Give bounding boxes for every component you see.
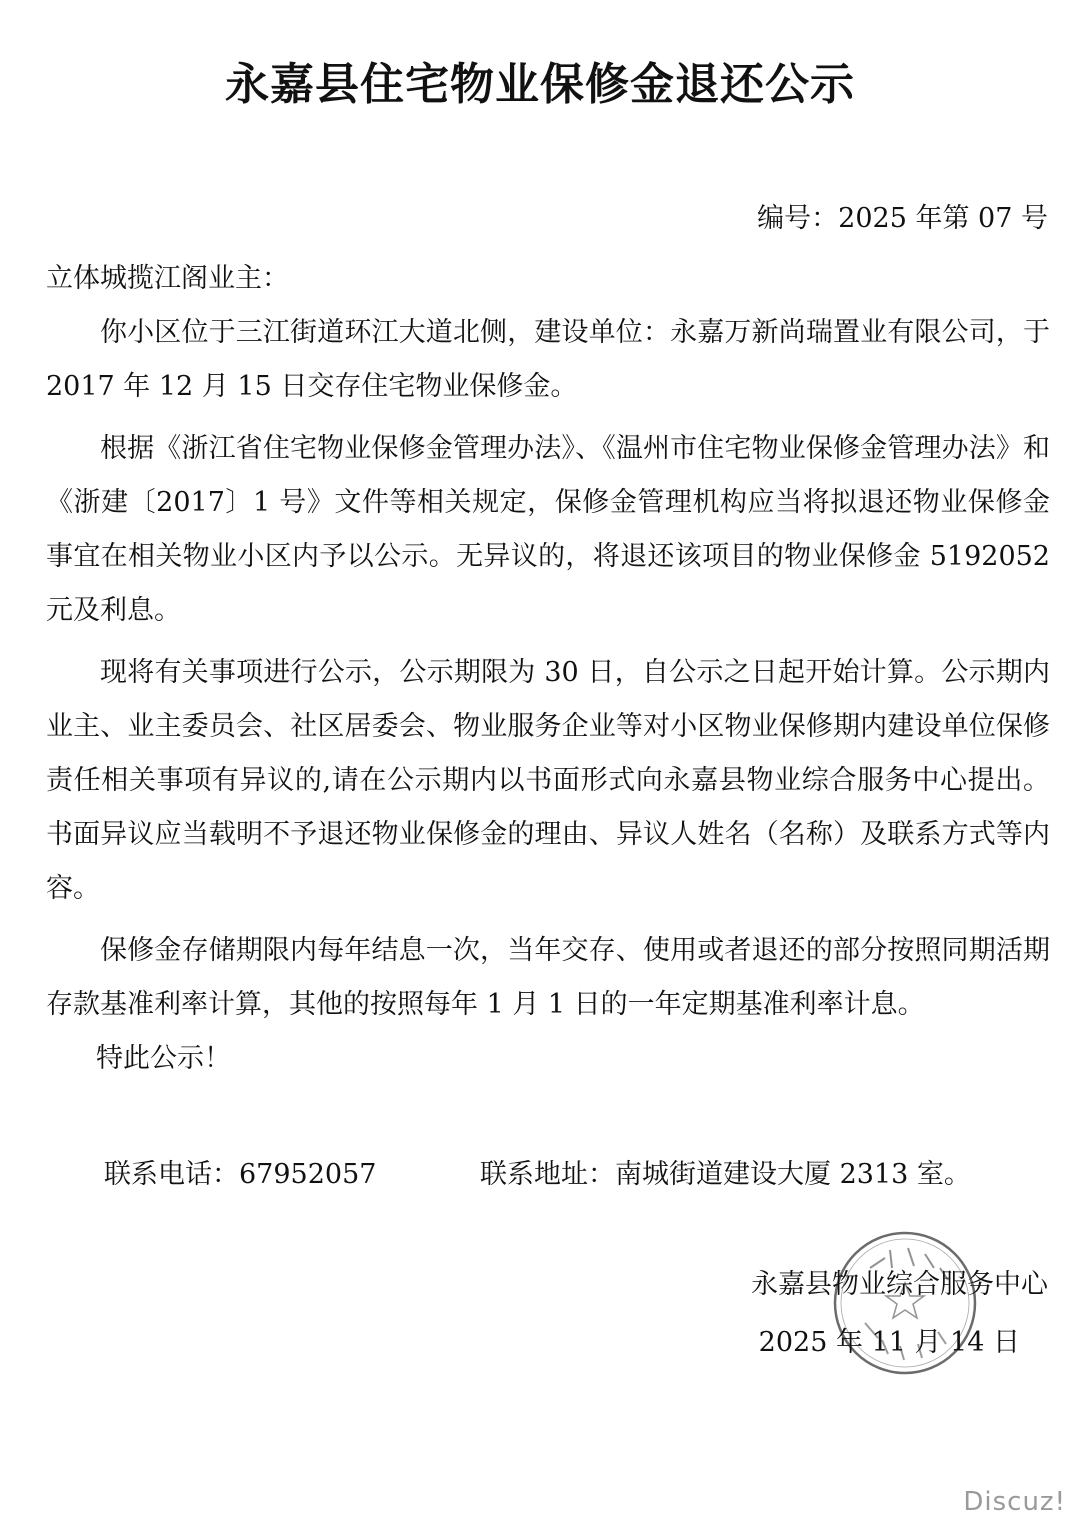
closing-remark: 特此公示！ [96, 1043, 231, 1074]
contact-phone: 联系电话：67952057 [104, 1159, 377, 1190]
paragraph-3: 现将有关事项进行公示，公示期限为 30 日，自公示之日起开始计算。公示期内业主、业主委员会、社区居委会、物业服务企业等对小区物业保修期内建设单位保修责任相关事项有异议的,请在公示期内以书面形式向永嘉县物业综合服务中心提出。书面异议应当载明不予退还物业保修金的理由、异议人姓名（名称）及联系方式等内容。 [46, 657, 1050, 904]
contact-address: 联系地址：南城街道建设大厦 2313 室。 [480, 1159, 971, 1190]
notice-body [46, 306, 1050, 1040]
paragraph-2: 根据《浙江省住宅物业保修金管理办法》、《温州市住宅物业保修金管理办法》和《浙建〔2017〕1 号》文件等相关规定，保修金管理机构应当将拟退还物业保修金事宜在相关物业小区内予以公示。无异议的，将退还该项目的物业保修金 5192052 元及利息。 [46, 433, 1050, 626]
document-title: 永嘉县住宅物业保修金退还公示 [225, 59, 855, 110]
issuing-organization: 永嘉县物业综合服务中心 [751, 1269, 1048, 1300]
paragraph-1: 你小区位于三江街道环江大道北侧，建设单位：永嘉万新尚瑞置业有限公司，于 2017 年 12 月 15 日交存住宅物业保修金。 [46, 317, 1050, 402]
addressee: 立体城揽江阁业主： [46, 263, 289, 294]
issue-date: 2025 年 11 月 14 日 [758, 1327, 1020, 1358]
watermark: Discuz! [963, 1487, 1066, 1517]
paragraph-4: 保修金存储期限内每年结息一次，当年交存、使用或者退还的部分按照同期活期存款基准利率计算，其他的按照每年 1 月 1 日的一年定期基准利率计息。 [46, 935, 1050, 1020]
document-number: 编号：2025 年第 07 号 [757, 203, 1048, 234]
